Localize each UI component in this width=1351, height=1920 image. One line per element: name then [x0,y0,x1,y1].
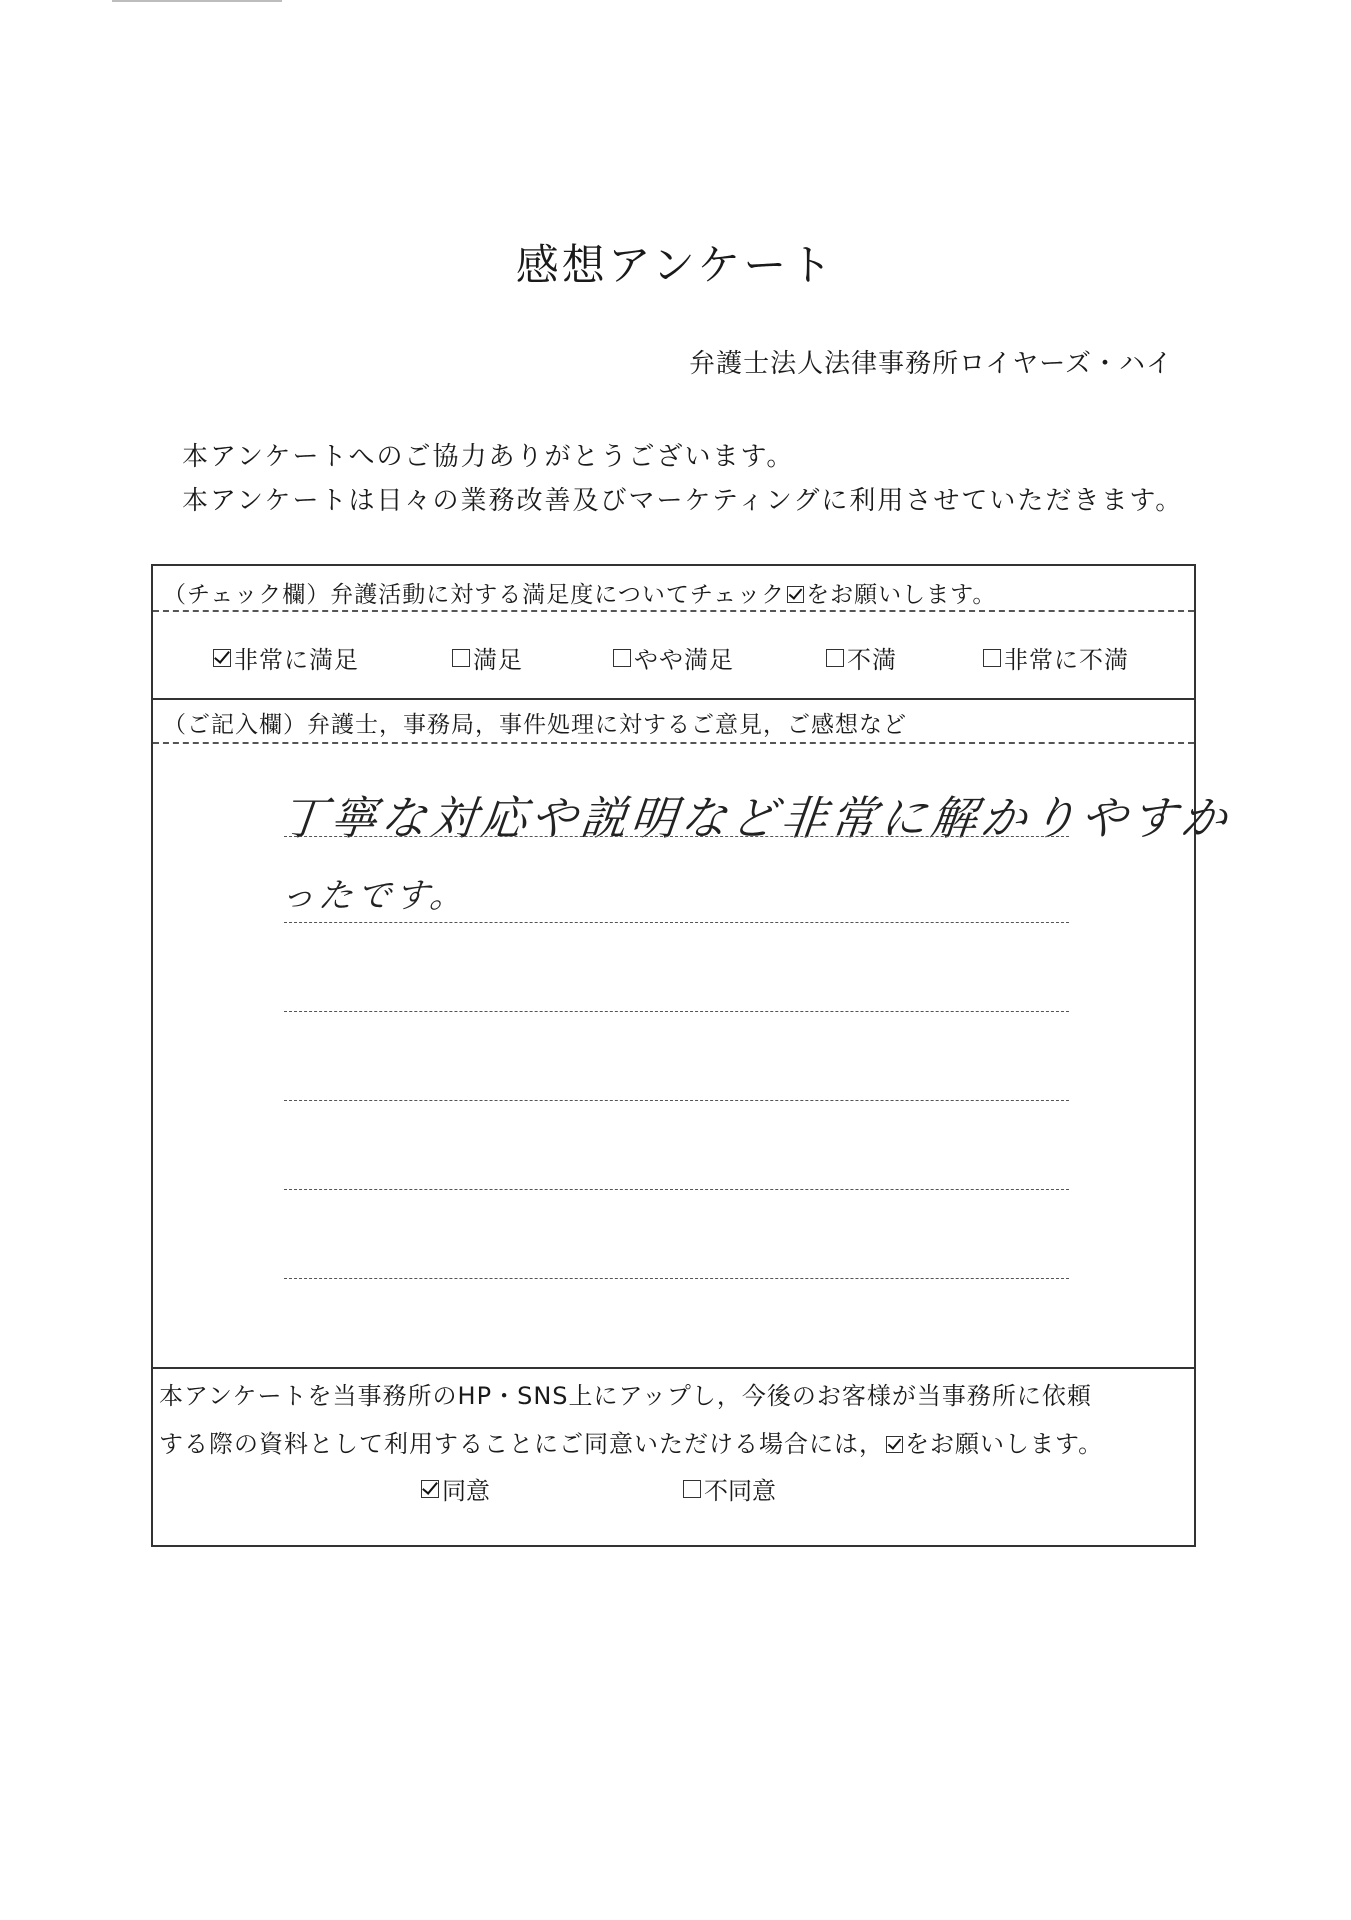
consent-text-after: をお願いします。 [905,1430,1104,1458]
disagree-label: 不同意 [704,1477,776,1505]
page-title: 感想アンケート [515,241,836,291]
writing-line [284,922,1069,923]
option-label: 非常に不満 [1004,646,1129,674]
consent-text-line-1: 本アンケートを当事務所のHP・SNS上にアップし，今後のお客様が当事務所に依頼 [159,1382,1092,1410]
writing-line [284,836,1069,837]
checkbox-checked-icon[interactable] [213,649,231,667]
writing-line [284,1100,1069,1101]
agree-label: 同意 [442,1477,490,1505]
intro-line-1: 本アンケートへのご協力ありがとうございます。 [182,442,795,472]
consent-text-line-2 [159,1424,1103,1459]
option-somewhat-satisfied[interactable] [613,640,734,675]
divider-solid [153,1367,1194,1369]
checkbox-checked-icon[interactable] [421,1480,439,1498]
check-section-heading [163,576,996,609]
option-label: やや満足 [634,646,734,674]
comment-section-heading: （ご記入欄）弁護士，事務局，事件処理に対するご意見，ご感想など [163,712,907,738]
firm-name: 弁護士法人法律事務所ロイヤーズ・ハイ [689,349,1173,379]
handwritten-comment-line-2: ったです。 [278,876,471,916]
check-heading-text-after: をお願いします。 [806,582,997,608]
writing-line [284,1011,1069,1012]
handwritten-comment-line-1: 丁寧な対応や説明など非常に解かりやすか [277,791,1234,845]
checkbox-icon[interactable] [613,649,631,667]
consent-agree-option[interactable] [421,1471,490,1506]
scan-edge-mark [112,0,282,2]
writing-line [284,1278,1069,1279]
option-very-satisfied[interactable] [213,640,359,675]
option-label: 満足 [473,646,523,674]
divider-dashed [153,742,1194,744]
consent-text: する際の資料として利用することにご同意いただける場合には， [159,1430,884,1458]
consent-disagree-option[interactable] [683,1471,776,1506]
check-heading-text: （チェック欄）弁護活動に対する満足度についてチェック [163,582,786,608]
writing-line [284,1189,1069,1190]
option-label: 不満 [847,646,897,674]
checkbox-example-icon [787,586,804,603]
intro-line-2: 本アンケートは日々の業務改善及びマーケティングに利用させていただきます。 [182,486,1184,516]
satisfaction-options [153,640,1194,680]
option-label: 非常に満足 [234,646,359,674]
divider-dashed [153,610,1194,612]
checkbox-icon[interactable] [452,649,470,667]
option-dissatisfied[interactable] [826,640,897,675]
survey-form [151,564,1234,1547]
divider-solid [153,698,1194,700]
option-satisfied[interactable] [452,640,523,675]
checkbox-example-icon [886,1436,903,1453]
checkbox-icon[interactable] [826,649,844,667]
checkbox-icon[interactable] [983,649,1001,667]
checkbox-icon[interactable] [683,1480,701,1498]
option-very-dissatisfied[interactable] [983,640,1129,675]
